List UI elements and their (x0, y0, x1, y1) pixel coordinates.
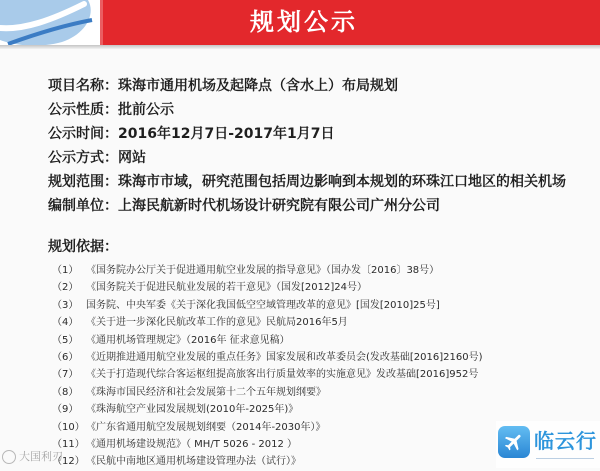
list-item-text: 国务院、中央军委《关于深化我国低空空域管理改革的意见》[国发[2010]25号] (86, 299, 440, 311)
list-item (52, 436, 483, 453)
list-item-number: （2） (52, 282, 79, 294)
list-item-number: （3） (52, 299, 79, 311)
header-divider (0, 45, 600, 49)
list-item (52, 349, 483, 366)
list-item-number: （8） (52, 386, 79, 398)
brand-divider (536, 458, 594, 459)
field-notice-type (48, 98, 566, 122)
list-item (52, 297, 483, 314)
list-item (52, 314, 483, 331)
list-item-text: 《民航中南地区通用机场建设管理办法（试行）》 (86, 456, 301, 468)
brand-logo (496, 421, 600, 468)
list-item (52, 453, 483, 470)
field-plan-scope (48, 170, 566, 194)
field-author-org (48, 194, 566, 218)
page-header (0, 0, 600, 45)
field-label: 公示性质： (48, 102, 118, 118)
list-item (52, 279, 483, 296)
list-item-text: 《关于打造现代综合客运枢纽提高旅客出行质量效率的实施意见》发改基础[2016]952号 (86, 369, 479, 381)
list-item-text: 《关于进一步深化民航改革工作的意见》民航局2016年5月 (86, 317, 348, 329)
list-item-text: 《通用机场建设规范》（ MH/T 5026 - 2012 ） (86, 438, 298, 450)
list-item-text: 《广东省通用航空发展规划纲要（2014年-2030年）》 (86, 421, 326, 433)
list-item-number: （11） (52, 438, 85, 450)
watermark (2, 449, 63, 465)
airline-logo-icon (0, 0, 96, 45)
field-notice-period (48, 122, 566, 146)
field-value: 珠海市市域，研究范围包括周边影响到本规划的环珠江口地区的相关机场 (118, 174, 566, 190)
list-item (52, 384, 483, 401)
info-fields (48, 74, 566, 218)
field-label: 项目名称： (48, 78, 118, 94)
field-value: 2016年12月7日-2017年1月7日 (118, 126, 335, 142)
page-title: 规划公示 (250, 8, 358, 36)
list-item-number: （10） (52, 421, 85, 433)
brand-name: 临云行 (534, 429, 597, 453)
list-item (52, 366, 483, 383)
list-item-number: （12） (52, 456, 85, 468)
list-item-text: 《珠海航空产业园发展规划(2010年-2025年)》 (86, 404, 299, 416)
list-item-text: 《国务院关于促进民航业发展的若干意见》（国发[2012]24号） (86, 282, 367, 294)
field-value: 批前公示 (118, 102, 174, 118)
watermark-text: 大国利刃 (19, 450, 63, 463)
watermark-logo-icon (2, 450, 16, 464)
field-notice-method (48, 146, 566, 170)
basis-heading: 规划依据： (48, 239, 118, 255)
list-item-text: 《珠海市国民经济和社会发展第十二个五年规划纲要》 (86, 386, 326, 398)
basis-list (52, 262, 483, 471)
list-item-number: （5） (52, 334, 79, 346)
list-item (52, 401, 483, 418)
header-banner (100, 0, 600, 45)
list-item (52, 262, 483, 279)
field-value: 网站 (118, 150, 146, 166)
list-item-number: （4） (52, 317, 79, 329)
list-item-number: （9） (52, 404, 79, 416)
field-label: 规划范围： (48, 174, 118, 190)
list-item-text: 《近期推进通用航空业发展的重点任务》国家发展和改革委员会(发改基础[2016]2160号) (86, 351, 483, 363)
field-label: 编制单位： (48, 198, 118, 214)
list-item-number: （7） (52, 369, 79, 381)
list-item-text: 《国务院办公厅关于促进通用航空业发展的指导意见》（国办发〔2016〕38号） (86, 265, 440, 276)
field-label: 公示时间： (48, 126, 118, 142)
list-item-number: （1） (52, 265, 79, 276)
field-value: 珠海市通用机场及起降点（含水上）布局规划 (118, 78, 398, 94)
list-item-number: （6） (52, 351, 79, 363)
list-item (52, 332, 483, 349)
field-label: 公示方式： (48, 150, 118, 166)
airplane-icon (498, 426, 530, 458)
field-project-name (48, 74, 566, 98)
field-value: 上海民航新时代机场设计研究院有限公司广州分公司 (118, 198, 440, 214)
list-item-text: 《通用机场管理规定》（2016年 征求意见稿） (86, 334, 290, 346)
list-item (52, 419, 483, 436)
